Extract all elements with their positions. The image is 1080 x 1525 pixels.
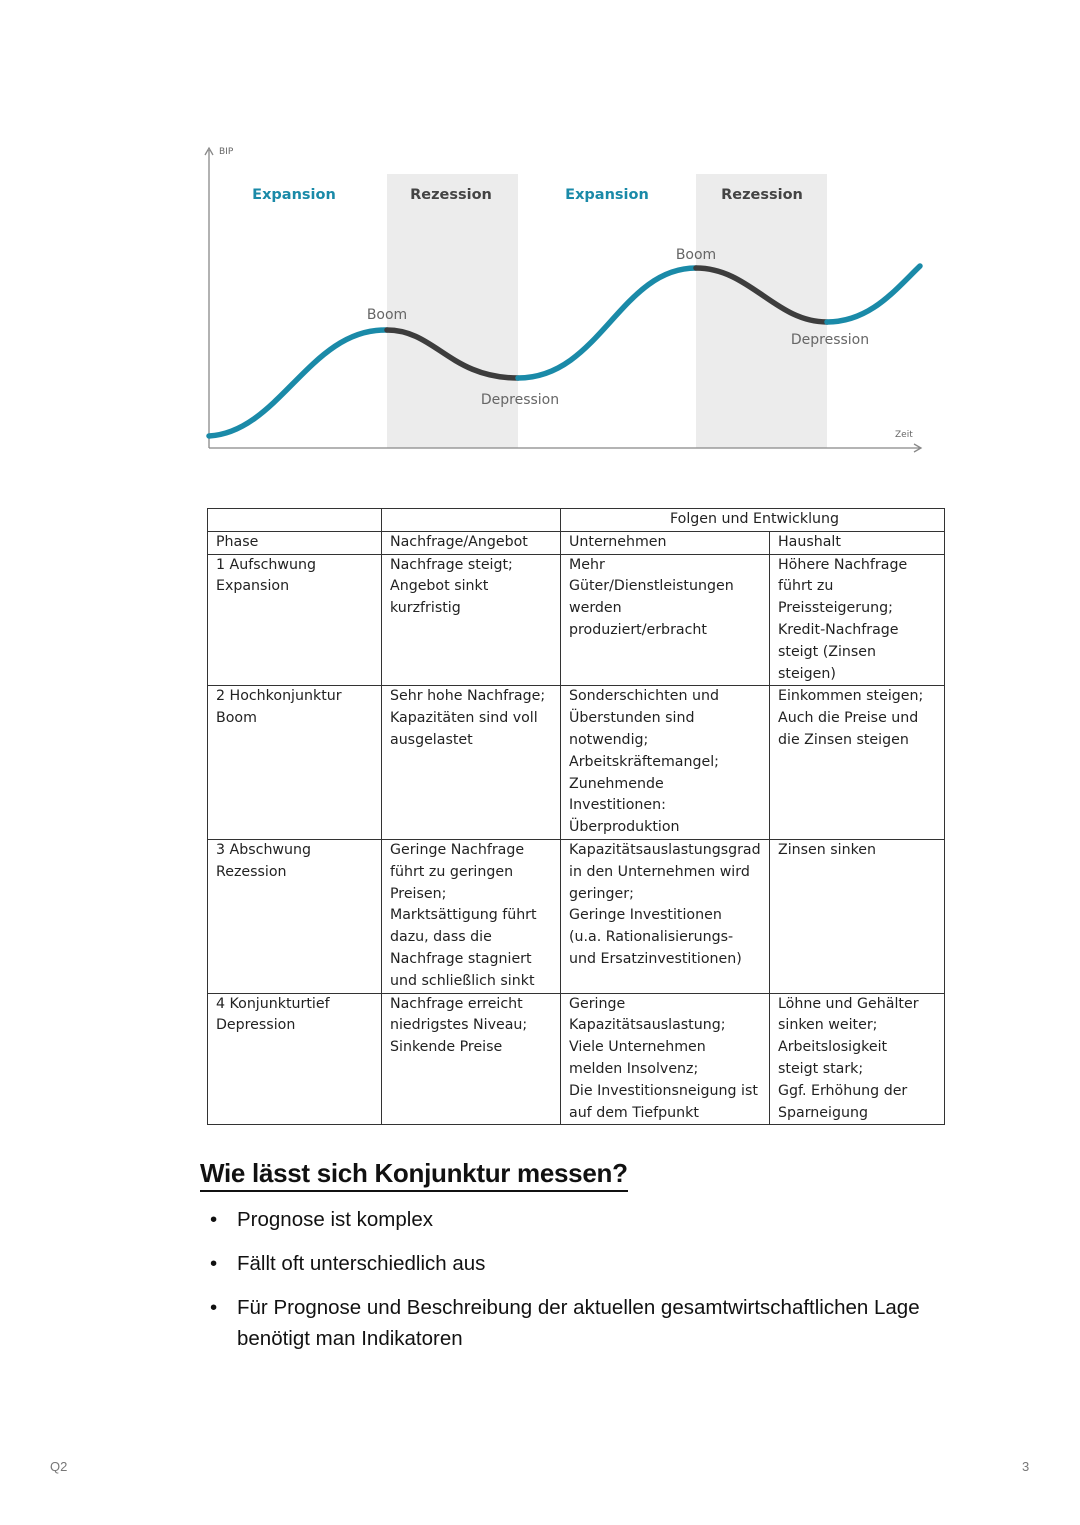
phase-cell: 1 Aufschwung Expansion	[208, 554, 382, 686]
table-header-row	[208, 531, 945, 554]
footer-course-label: Q2	[50, 1459, 68, 1474]
companies-cell: Geringe Kapazitätsauslastung; Viele Unternehmen melden Insolvenz; Die Investitionsneigung ist auf dem Tiefpunkt	[561, 993, 770, 1125]
list-item-text: Für Prognose und Beschreibung der aktuellen gesamtwirtschaftlichen Lage benötigt man Indikatoren	[237, 1296, 920, 1350]
households-cell: Höhere Nachfrage führt zu Preissteigerung; Kredit-Nachfrage steigt (Zinsen steigen)	[770, 554, 945, 686]
curve-expansion-1	[209, 330, 387, 436]
group-header-cell: Folgen und Entwicklung	[561, 509, 945, 532]
list-item	[210, 1204, 970, 1235]
demand-cell: Nachfrage steigt; Angebot sinkt kurzfristig	[382, 554, 561, 686]
section-heading: Wie lässt sich Konjunktur messen?	[200, 1158, 628, 1192]
curve-expansion-2	[518, 268, 696, 378]
empty-cell	[208, 509, 382, 532]
phase-label-2: Rezession	[410, 187, 492, 203]
page-number: 3	[1022, 1459, 1030, 1474]
companies-cell: Kapazitätsauslastungsgrad in den Unternehmen wird geringer; Geringe Investitionen (u.a. Rationalisierungs- und Ersatzinvestitionen)	[561, 839, 770, 993]
rezession-band-2	[696, 174, 827, 448]
bullet-icon: •	[210, 1252, 218, 1275]
phase-labels	[252, 187, 803, 203]
y-axis-label: BIP	[219, 147, 234, 157]
bullet-icon: •	[210, 1296, 218, 1319]
table-row	[208, 686, 945, 840]
table-row	[208, 993, 945, 1125]
table-row	[208, 839, 945, 993]
boom-label-2: Boom	[675, 247, 717, 263]
business-cycle-chart	[190, 140, 930, 460]
header-companies: Unternehmen	[561, 531, 770, 554]
boom-label-1: Boom	[366, 307, 408, 323]
companies-cell: Mehr Güter/Dienstleistungen werden produziert/erbracht	[561, 554, 770, 686]
phase-label-4: Rezession	[721, 187, 803, 203]
list-item	[210, 1248, 970, 1279]
empty-cell	[382, 509, 561, 532]
x-axis-label: Zeit	[895, 430, 913, 440]
depression-label-2: Depression	[790, 332, 870, 348]
table-group-header-row	[208, 509, 945, 532]
households-cell: Zinsen sinken	[770, 839, 945, 993]
phase-bands	[387, 174, 827, 448]
table-row	[208, 554, 945, 686]
header-demand: Nachfrage/Angebot	[382, 531, 561, 554]
bullet-icon: •	[210, 1208, 218, 1231]
phase-cell: 4 Konjunkturtief Depression	[208, 993, 382, 1125]
bullet-list	[210, 1204, 970, 1367]
phase-cell: 3 Abschwung Rezession	[208, 839, 382, 993]
header-households: Haushalt	[770, 531, 945, 554]
phase-label-3: Expansion	[565, 187, 649, 203]
households-cell: Löhne und Gehälter sinken weiter; Arbeitslosigkeit steigt stark; Ggf. Erhöhung der Sparneigung	[770, 993, 945, 1125]
companies-cell: Sonderschichten und Überstunden sind notwendig; Arbeitskräftemangel; Zunehmende Investitionen: Überproduktion	[561, 686, 770, 840]
phase-label-1: Expansion	[252, 187, 336, 203]
demand-cell: Sehr hohe Nachfrage; Kapazitäten sind voll ausgelastet	[382, 686, 561, 840]
depression-label-1: Depression	[480, 392, 560, 408]
list-item-text: Fällt oft unterschiedlich aus	[237, 1252, 486, 1275]
list-item	[210, 1292, 970, 1354]
list-item-text: Prognose ist komplex	[237, 1208, 433, 1231]
header-phase: Phase	[208, 531, 382, 554]
curve-expansion-3	[827, 266, 920, 322]
phase-table	[207, 508, 945, 1125]
demand-cell: Geringe Nachfrage führt zu geringen Preisen; Marktsättigung führt dazu, dass die Nachfrage stagniert und schließlich sinkt	[382, 839, 561, 993]
households-cell: Einkommen steigen; Auch die Preise und die Zinsen steigen	[770, 686, 945, 840]
phase-cell: 2 Hochkonjunktur Boom	[208, 686, 382, 840]
demand-cell: Nachfrage erreicht niedrigstes Niveau; Sinkende Preise	[382, 993, 561, 1125]
